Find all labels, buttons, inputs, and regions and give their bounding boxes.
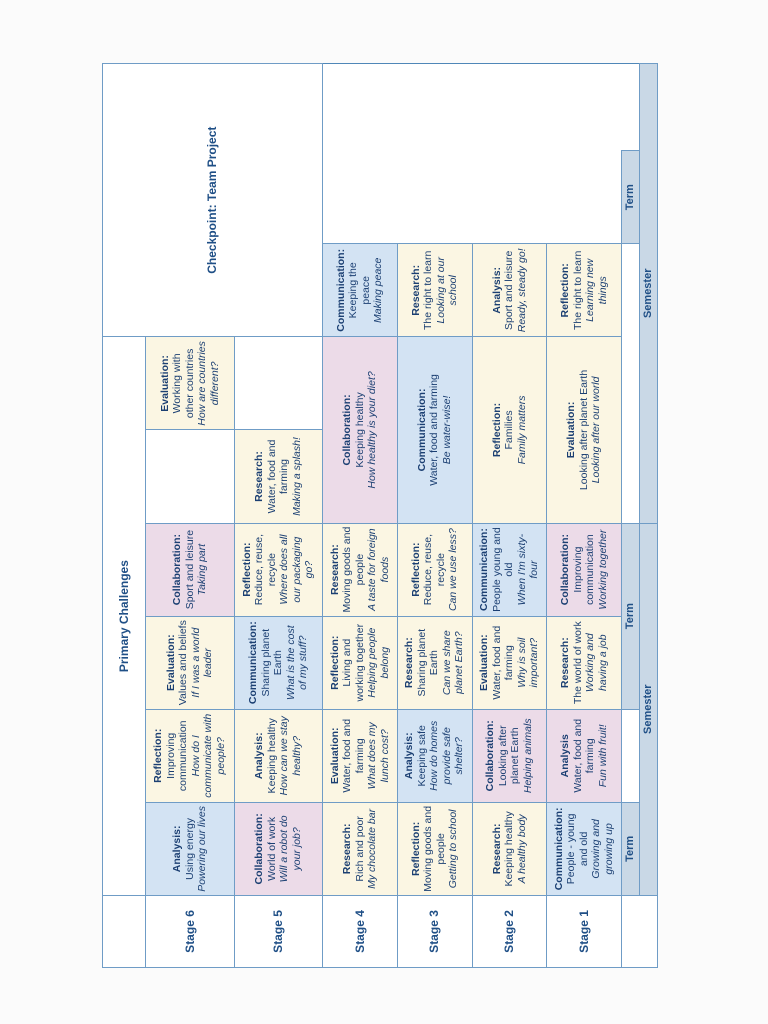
- checkpoint-label: Checkpoint: Team Project: [103, 64, 323, 337]
- footer-gap: [622, 244, 640, 523]
- challenge-cell: Reflection: Reduce, reuse, recycle Where does all our packaging go?: [234, 523, 323, 616]
- stage-row-2: [472, 64, 547, 968]
- table-title: Primary Challenges: [103, 337, 146, 896]
- corner-cell: [103, 895, 146, 967]
- challenge-cell: Research: Sharing planet Earth Can we share planet Earth?: [397, 616, 472, 709]
- stage-row-3: [397, 64, 472, 968]
- challenge-cell: Reflection: Moving goods and people Getting to school: [397, 802, 472, 895]
- challenge-cell: Analysis: Using energy Powering our lives: [146, 802, 235, 895]
- footer-blank: [622, 895, 658, 967]
- challenge-cell: Analysis: Sport and leisure Ready, steady go!: [472, 244, 547, 337]
- challenge-cell: Evaluation: Looking after planet Earth Looking after our world: [547, 337, 622, 523]
- title-row: [103, 64, 146, 968]
- stage-label: Stage 6: [146, 895, 235, 967]
- challenge-cell: Evaluation: Working with other countries How are countries different?: [146, 337, 235, 430]
- document-page: [102, 63, 658, 968]
- challenge-cell: Research: Moving goods and people A taste for foreign foods: [323, 523, 398, 616]
- challenge-cell: Research: Water, food and farming Making a splash!: [234, 430, 323, 523]
- challenge-cell: Communication: People - young and old Growing and growing up: [547, 802, 622, 895]
- checkpoint-blank: [234, 337, 323, 430]
- challenge-cell: Collaboration: Keeping healthy How healthy is your diet?: [323, 337, 398, 523]
- challenge-cell: Collaboration: World of work Will a robot do your job?: [234, 802, 323, 895]
- challenge-cell: Analysis: Keeping safe How do homes provide safe shelter?: [397, 709, 472, 802]
- rotated-table-wrapper: [102, 63, 658, 968]
- challenge-cell: Reflection: Families Family matters: [472, 337, 547, 523]
- footer-gap: [622, 709, 640, 802]
- stage-label: Stage 5: [234, 895, 323, 967]
- semester-label: Semester: [640, 64, 658, 524]
- challenge-cell: Communication: Keeping the peace Making peace: [323, 244, 398, 337]
- term-label: Term: [622, 802, 640, 895]
- challenge-cell: Evaluation: Water, food and farming What does my lunch cost?: [323, 709, 398, 802]
- challenge-cell: Research: Keeping healthy A healthy body: [472, 802, 547, 895]
- challenges-table: [102, 63, 658, 968]
- term-label: Term: [622, 151, 640, 244]
- stage-label: Stage 4: [323, 895, 398, 967]
- stage-label: Stage 2: [472, 895, 547, 967]
- challenge-cell: Communication: Water, food and farming Be water-wise!: [397, 337, 472, 523]
- challenge-cell: Reflection: The right to learn Learning new things: [547, 244, 622, 337]
- challenge-cell: Collaboration: Looking after planet Earth Helping animals: [472, 709, 547, 802]
- term-label: Term: [622, 523, 640, 709]
- stage-row-1: [547, 64, 622, 968]
- challenge-cell: Research: The world of work Working and having a job: [547, 616, 622, 709]
- challenge-cell: Reflection: Living and working together Helping people belong: [323, 616, 398, 709]
- stage-row-4: [323, 64, 398, 968]
- challenge-cell: Research: Rich and poor My chocolate bar: [323, 802, 398, 895]
- challenge-cell: Collaboration: Improving communication Working together: [547, 523, 622, 616]
- challenge-cell: Evaluation: Values and beliefs If I was a world leader: [146, 616, 235, 709]
- semester-row: [640, 64, 658, 968]
- challenge-cell: Communication: Sharing planet Earth What is the cost of my stuff?: [234, 616, 323, 709]
- challenge-cell: Reflection: Reduce, reuse, recycle Can we use less?: [397, 523, 472, 616]
- challenge-cell: Analysis: Keeping healthy How can we stay healthy?: [234, 709, 323, 802]
- semester-label: Semester: [640, 523, 658, 895]
- term-row: [622, 64, 640, 968]
- challenge-cell: Analysis Water, food and farming Fun with fruit!: [547, 709, 622, 802]
- challenge-cell: Evaluation: Water, food and farming Why is soil important?: [472, 616, 547, 709]
- challenge-cell: Communication: People young and old When I'm sixty-four: [472, 523, 547, 616]
- challenge-cell: Collaboration: Sport and leisure Taking part: [146, 523, 235, 616]
- challenge-cell: Reflection: Improving communication How do I communicate with people?: [146, 709, 235, 802]
- checkpoint-blank: [146, 430, 235, 523]
- stage-label: Stage 3: [397, 895, 472, 967]
- stage-label: Stage 1: [547, 895, 622, 967]
- challenge-cell: Research: The right to learn Looking at our school: [397, 244, 472, 337]
